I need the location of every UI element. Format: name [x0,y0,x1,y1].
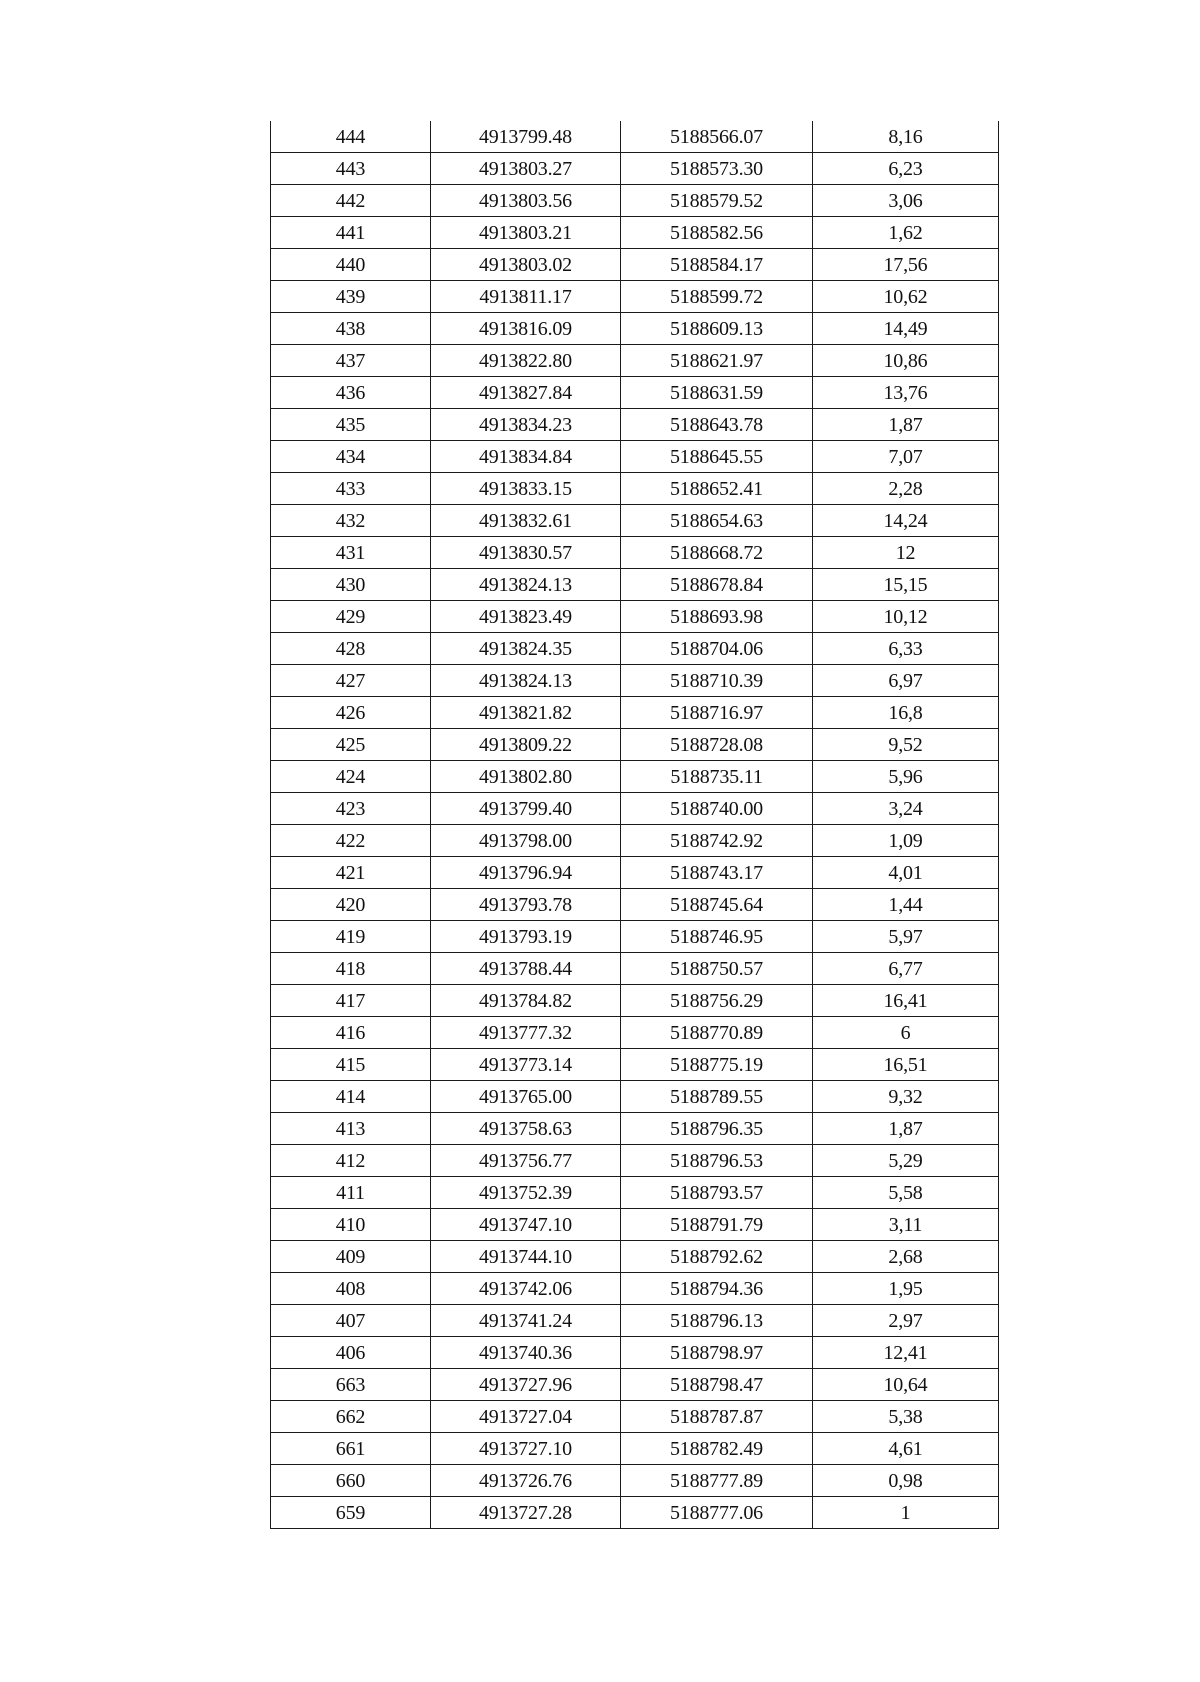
table-row [271,857,999,889]
x-coordinate-cell: 4913834.23 [431,409,621,441]
distance-cell: 1,87 [813,1113,999,1145]
x-coordinate-cell: 4913742.06 [431,1273,621,1305]
point-number-cell: 432 [271,505,431,537]
point-number-cell: 413 [271,1113,431,1145]
x-coordinate-cell: 4913727.28 [431,1497,621,1529]
x-coordinate-cell: 4913777.32 [431,1017,621,1049]
point-number-cell: 444 [271,121,431,153]
table-row [271,441,999,473]
point-number-cell: 422 [271,825,431,857]
x-coordinate-cell: 4913727.10 [431,1433,621,1465]
table-row [271,921,999,953]
x-coordinate-cell: 4913744.10 [431,1241,621,1273]
x-coordinate-cell: 4913823.49 [431,601,621,633]
point-number-cell: 421 [271,857,431,889]
x-coordinate-cell: 4913752.39 [431,1177,621,1209]
distance-cell: 5,29 [813,1145,999,1177]
table-row [271,1113,999,1145]
distance-cell: 15,15 [813,569,999,601]
x-coordinate-cell: 4913727.96 [431,1369,621,1401]
distance-cell: 2,28 [813,473,999,505]
point-number-cell: 433 [271,473,431,505]
y-coordinate-cell: 5188750.57 [621,953,813,985]
x-coordinate-cell: 4913833.15 [431,473,621,505]
table-row [271,1177,999,1209]
y-coordinate-cell: 5188740.00 [621,793,813,825]
x-coordinate-cell: 4913727.04 [431,1401,621,1433]
distance-cell: 16,8 [813,697,999,729]
table-row [271,505,999,537]
y-coordinate-cell: 5188796.35 [621,1113,813,1145]
table-row [271,761,999,793]
distance-cell: 10,62 [813,281,999,313]
point-number-cell: 416 [271,1017,431,1049]
y-coordinate-cell: 5188645.55 [621,441,813,473]
distance-cell: 1 [813,1497,999,1529]
point-number-cell: 659 [271,1497,431,1529]
x-coordinate-cell: 4913799.48 [431,121,621,153]
y-coordinate-cell: 5188777.89 [621,1465,813,1497]
table-row [271,633,999,665]
x-coordinate-cell: 4913765.00 [431,1081,621,1113]
y-coordinate-cell: 5188796.53 [621,1145,813,1177]
y-coordinate-cell: 5188775.19 [621,1049,813,1081]
table-row [271,377,999,409]
distance-cell: 2,68 [813,1241,999,1273]
table-row [271,1305,999,1337]
table-row [271,729,999,761]
distance-cell: 1,09 [813,825,999,857]
y-coordinate-cell: 5188798.47 [621,1369,813,1401]
point-number-cell: 440 [271,249,431,281]
distance-cell: 5,38 [813,1401,999,1433]
y-coordinate-cell: 5188652.41 [621,473,813,505]
point-number-cell: 417 [271,985,431,1017]
x-coordinate-cell: 4913822.80 [431,345,621,377]
y-coordinate-cell: 5188693.98 [621,601,813,633]
distance-cell: 6 [813,1017,999,1049]
distance-cell: 14,24 [813,505,999,537]
x-coordinate-cell: 4913827.84 [431,377,621,409]
point-number-cell: 439 [271,281,431,313]
x-coordinate-cell: 4913793.78 [431,889,621,921]
table-row [271,473,999,505]
point-number-cell: 430 [271,569,431,601]
coordinate-table [270,121,999,1529]
x-coordinate-cell: 4913799.40 [431,793,621,825]
y-coordinate-cell: 5188668.72 [621,537,813,569]
table-row [271,409,999,441]
distance-cell: 0,98 [813,1465,999,1497]
point-number-cell: 424 [271,761,431,793]
distance-cell: 17,56 [813,249,999,281]
x-coordinate-cell: 4913773.14 [431,1049,621,1081]
distance-cell: 16,41 [813,985,999,1017]
table-row [271,185,999,217]
y-coordinate-cell: 5188735.11 [621,761,813,793]
table-row [271,345,999,377]
point-number-cell: 434 [271,441,431,473]
table-row [271,121,999,153]
distance-cell: 10,86 [813,345,999,377]
distance-cell: 4,61 [813,1433,999,1465]
x-coordinate-cell: 4913803.27 [431,153,621,185]
distance-cell: 13,76 [813,377,999,409]
point-number-cell: 429 [271,601,431,633]
y-coordinate-cell: 5188584.17 [621,249,813,281]
point-number-cell: 662 [271,1401,431,1433]
table-row [271,1433,999,1465]
x-coordinate-cell: 4913824.35 [431,633,621,665]
point-number-cell: 418 [271,953,431,985]
table-row [271,249,999,281]
x-coordinate-cell: 4913816.09 [431,313,621,345]
table-row [271,1209,999,1241]
distance-cell: 3,06 [813,185,999,217]
table-row [271,1017,999,1049]
point-number-cell: 443 [271,153,431,185]
y-coordinate-cell: 5188599.72 [621,281,813,313]
y-coordinate-cell: 5188716.97 [621,697,813,729]
x-coordinate-cell: 4913811.17 [431,281,621,313]
x-coordinate-cell: 4913741.24 [431,1305,621,1337]
y-coordinate-cell: 5188579.52 [621,185,813,217]
y-coordinate-cell: 5188789.55 [621,1081,813,1113]
point-number-cell: 408 [271,1273,431,1305]
point-number-cell: 435 [271,409,431,441]
table-row [271,889,999,921]
y-coordinate-cell: 5188704.06 [621,633,813,665]
table-row [271,953,999,985]
x-coordinate-cell: 4913802.80 [431,761,621,793]
x-coordinate-cell: 4913834.84 [431,441,621,473]
x-coordinate-cell: 4913758.63 [431,1113,621,1145]
distance-cell: 6,77 [813,953,999,985]
point-number-cell: 431 [271,537,431,569]
x-coordinate-cell: 4913740.36 [431,1337,621,1369]
table-row [271,1497,999,1529]
y-coordinate-cell: 5188792.62 [621,1241,813,1273]
distance-cell: 12 [813,537,999,569]
y-coordinate-cell: 5188573.30 [621,153,813,185]
distance-cell: 10,12 [813,601,999,633]
table-row [271,601,999,633]
y-coordinate-cell: 5188746.95 [621,921,813,953]
distance-cell: 6,97 [813,665,999,697]
table-row [271,1081,999,1113]
table-row [271,1337,999,1369]
table-row [271,793,999,825]
y-coordinate-cell: 5188794.36 [621,1273,813,1305]
y-coordinate-cell: 5188798.97 [621,1337,813,1369]
distance-cell: 4,01 [813,857,999,889]
table-row [271,569,999,601]
point-number-cell: 426 [271,697,431,729]
y-coordinate-cell: 5188621.97 [621,345,813,377]
distance-cell: 5,58 [813,1177,999,1209]
x-coordinate-cell: 4913821.82 [431,697,621,729]
point-number-cell: 441 [271,217,431,249]
table-row [271,1273,999,1305]
point-number-cell: 660 [271,1465,431,1497]
x-coordinate-cell: 4913832.61 [431,505,621,537]
table-row [271,1401,999,1433]
table-row [271,1369,999,1401]
point-number-cell: 423 [271,793,431,825]
y-coordinate-cell: 5188582.56 [621,217,813,249]
y-coordinate-cell: 5188793.57 [621,1177,813,1209]
distance-cell: 3,24 [813,793,999,825]
x-coordinate-cell: 4913726.76 [431,1465,621,1497]
table-row [271,217,999,249]
distance-cell: 5,97 [813,921,999,953]
point-number-cell: 425 [271,729,431,761]
distance-cell: 6,23 [813,153,999,185]
point-number-cell: 438 [271,313,431,345]
point-number-cell: 437 [271,345,431,377]
y-coordinate-cell: 5188728.08 [621,729,813,761]
point-number-cell: 407 [271,1305,431,1337]
coordinate-table-body [271,121,999,1529]
point-number-cell: 412 [271,1145,431,1177]
y-coordinate-cell: 5188745.64 [621,889,813,921]
x-coordinate-cell: 4913824.13 [431,665,621,697]
point-number-cell: 420 [271,889,431,921]
table-row [271,1049,999,1081]
table-row [271,153,999,185]
y-coordinate-cell: 5188643.78 [621,409,813,441]
distance-cell: 3,11 [813,1209,999,1241]
distance-cell: 16,51 [813,1049,999,1081]
y-coordinate-cell: 5188743.17 [621,857,813,889]
x-coordinate-cell: 4913798.00 [431,825,621,857]
point-number-cell: 409 [271,1241,431,1273]
distance-cell: 14,49 [813,313,999,345]
table-row [271,313,999,345]
distance-cell: 9,52 [813,729,999,761]
table-row [271,281,999,313]
y-coordinate-cell: 5188770.89 [621,1017,813,1049]
x-coordinate-cell: 4913796.94 [431,857,621,889]
point-number-cell: 436 [271,377,431,409]
point-number-cell: 414 [271,1081,431,1113]
point-number-cell: 427 [271,665,431,697]
x-coordinate-cell: 4913793.19 [431,921,621,953]
distance-cell: 8,16 [813,121,999,153]
table-row [271,665,999,697]
point-number-cell: 410 [271,1209,431,1241]
x-coordinate-cell: 4913809.22 [431,729,621,761]
y-coordinate-cell: 5188782.49 [621,1433,813,1465]
y-coordinate-cell: 5188756.29 [621,985,813,1017]
distance-cell: 9,32 [813,1081,999,1113]
distance-cell: 6,33 [813,633,999,665]
x-coordinate-cell: 4913830.57 [431,537,621,569]
point-number-cell: 411 [271,1177,431,1209]
y-coordinate-cell: 5188787.87 [621,1401,813,1433]
table-row [271,537,999,569]
y-coordinate-cell: 5188654.63 [621,505,813,537]
y-coordinate-cell: 5188791.79 [621,1209,813,1241]
distance-cell: 10,64 [813,1369,999,1401]
x-coordinate-cell: 4913747.10 [431,1209,621,1241]
y-coordinate-cell: 5188796.13 [621,1305,813,1337]
y-coordinate-cell: 5188566.07 [621,121,813,153]
x-coordinate-cell: 4913756.77 [431,1145,621,1177]
point-number-cell: 663 [271,1369,431,1401]
y-coordinate-cell: 5188609.13 [621,313,813,345]
x-coordinate-cell: 4913803.21 [431,217,621,249]
table-row [271,1145,999,1177]
point-number-cell: 406 [271,1337,431,1369]
table-row [271,1241,999,1273]
y-coordinate-cell: 5188631.59 [621,377,813,409]
distance-cell: 12,41 [813,1337,999,1369]
x-coordinate-cell: 4913803.56 [431,185,621,217]
point-number-cell: 442 [271,185,431,217]
table-row [271,697,999,729]
x-coordinate-cell: 4913824.13 [431,569,621,601]
distance-cell: 1,62 [813,217,999,249]
distance-cell: 5,96 [813,761,999,793]
table-row [271,985,999,1017]
y-coordinate-cell: 5188710.39 [621,665,813,697]
distance-cell: 1,44 [813,889,999,921]
point-number-cell: 415 [271,1049,431,1081]
distance-cell: 2,97 [813,1305,999,1337]
y-coordinate-cell: 5188777.06 [621,1497,813,1529]
y-coordinate-cell: 5188678.84 [621,569,813,601]
table-row [271,1465,999,1497]
x-coordinate-cell: 4913788.44 [431,953,621,985]
y-coordinate-cell: 5188742.92 [621,825,813,857]
point-number-cell: 428 [271,633,431,665]
table-row [271,825,999,857]
x-coordinate-cell: 4913803.02 [431,249,621,281]
point-number-cell: 419 [271,921,431,953]
point-number-cell: 661 [271,1433,431,1465]
distance-cell: 1,87 [813,409,999,441]
x-coordinate-cell: 4913784.82 [431,985,621,1017]
distance-cell: 1,95 [813,1273,999,1305]
distance-cell: 7,07 [813,441,999,473]
